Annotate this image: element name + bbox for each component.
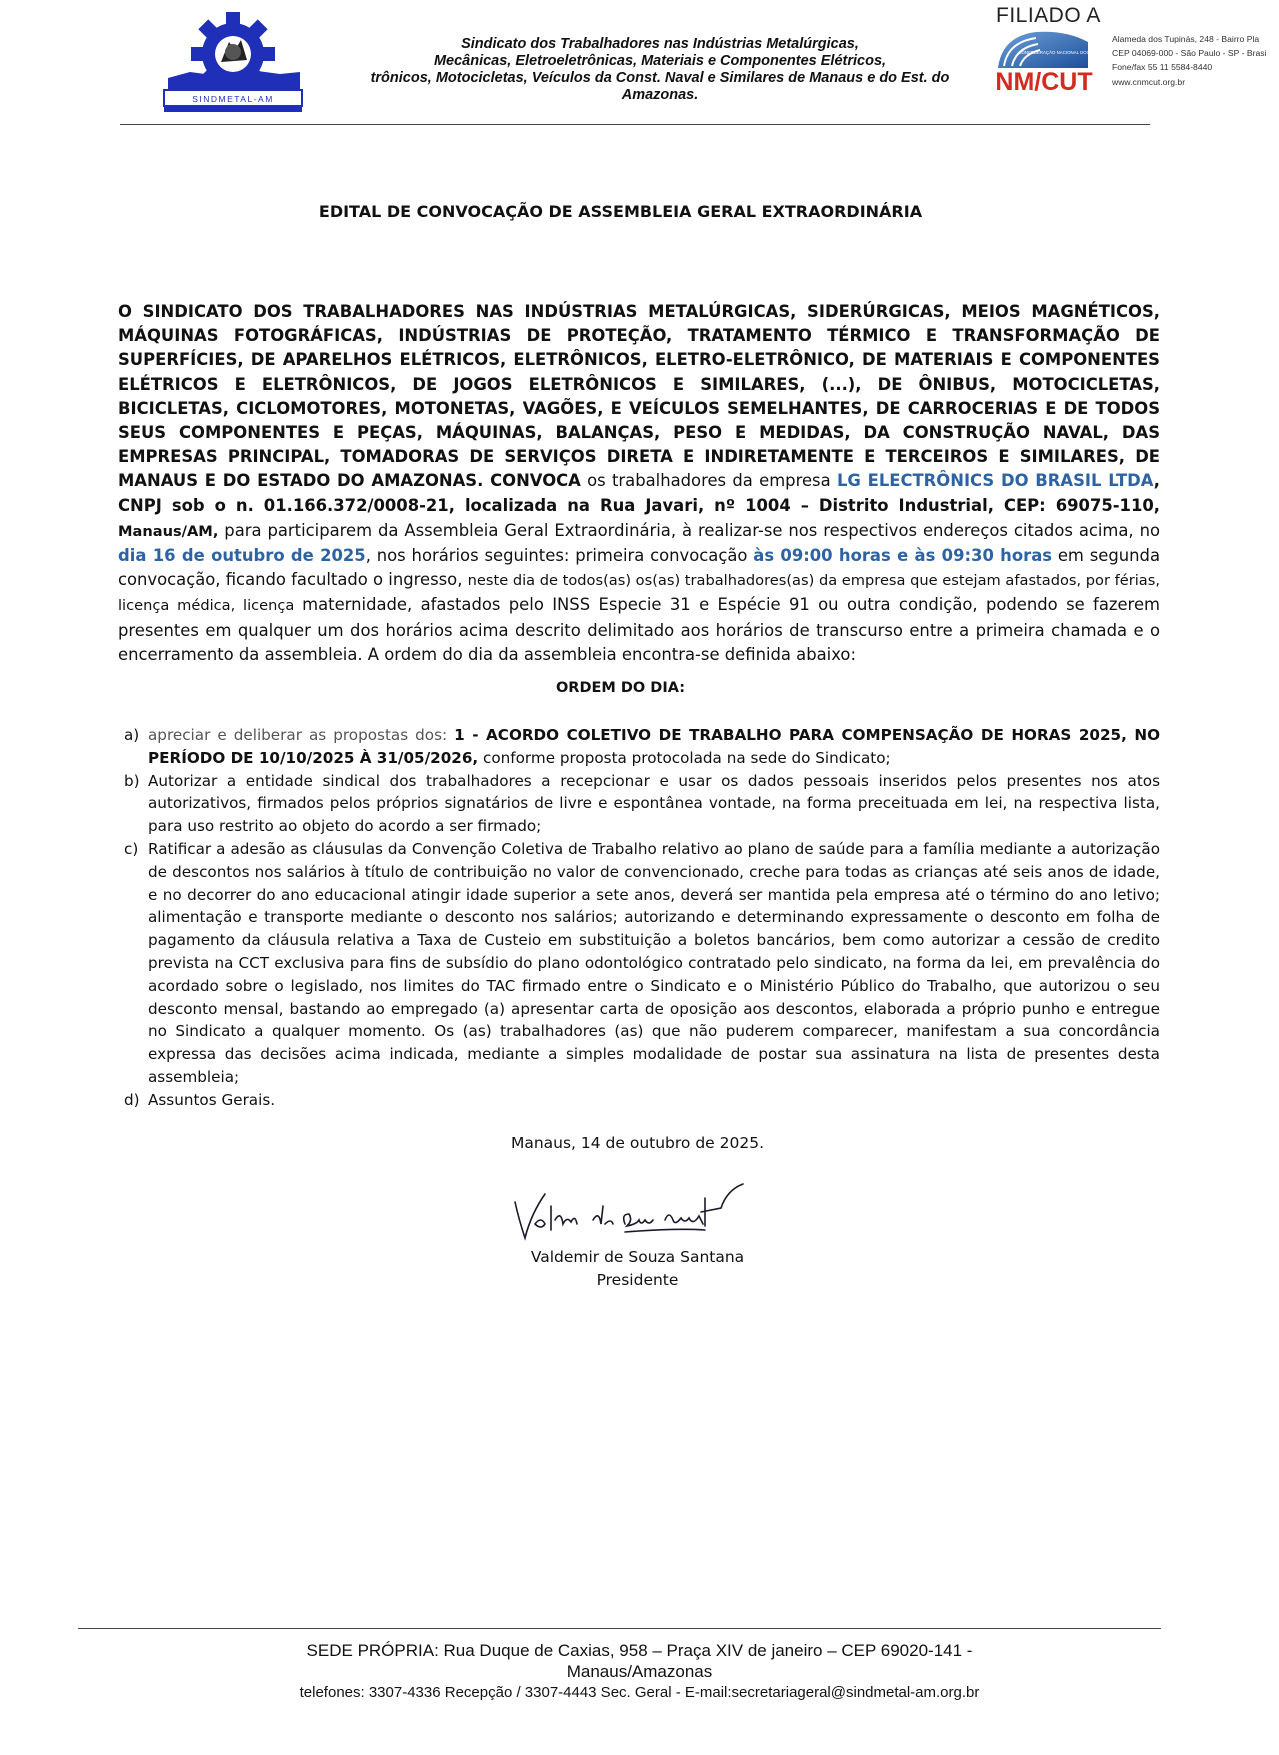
footer-city: Manaus/Amazonas (566, 1662, 713, 1681)
convoca-text: os trabalhadores da empresa (580, 471, 837, 491)
signer-role: Presidente (596, 1271, 679, 1289)
agenda-marker: b) (124, 771, 140, 790)
cut-logo-text: NM/CUT (995, 68, 1093, 96)
cnm-cut-logo (995, 28, 1126, 96)
agenda-item-text: Ratificar a adesão as cláusulas da Convenção Coletiva de Trabalho relativo ao plano de saúde para a família mediante a autorização de descontos nos salários à título de contribuição no valor de convencionado, creche para todas as crianças até seis anos de idade, e no decorrer do ano educacional atingir idade superior a sete anos, deverá ser mantida pela empresa até o término do ano letivo; alimentação e transporte mediante o desconto nos salários; autorizando e determinando expressamente o desconto em folha de pagamento da cláusula relativa a Taxa de Custeio em substituição a boletos bancários, bem como autorizar a cessão de credito prevista na CCT exclusiva para fins de subsídio do plano odontológico contratado pelo sindicato, na forma da lei, em prevalência do acordado sobre o legislado, nos limites do TAC firmado entre o Sindicato e o Ministério Público do Trabalho, que autorizou o seu desconto mensal, bastando ao empregado (a) apresentar carta de oposição aos descontos, elaborada a próprio punho e entregue no Sindicato a qualquer momento. Os (as) trabalhadores (as) que não puderem comparecer, manifestam a sua concordância expressa das decisões acima indicada, mediante a simples modalidade de postar sua assinatura na lista de presentes desta assembleia; (148, 839, 1160, 1086)
cnm-cut-address (1112, 32, 1266, 89)
agenda-item-text: Autorizar a entidade sindical dos trabalhadores a recepcionar e usar os dados pessoais inseridos pelos presentes nos atos autorizativos, firmados pelos próprios signatários de livre e espontânea vontade, na forma preceituada em lei, na respectiva lista, para uso restrito ao objeto do acordo a ser firmado; (148, 771, 1160, 836)
second-call-text: em segunda convocação, ficando facultado o ingresso, (118, 546, 1160, 590)
cut-address-line: Fone/fax 55 11 5584-8440 (1112, 62, 1213, 73)
assembly-text: para participarem da Assembleia Geral Extraordinária, à realizar-se nos respectivos endereços citados acima, no (218, 520, 1160, 540)
cut-address-line: Alameda dos Tupinás, 248 - Bairro Pla (1112, 34, 1260, 44)
logo-text: SINDMETAL-AM (192, 94, 274, 104)
union-name-line: Amazonas. (621, 87, 699, 103)
affiliation-label: FILIADO A (996, 4, 1101, 27)
footer-address: SEDE PRÓPRIA: Rua Duque de Caxias, 958 – Praça XIV de janeiro – CEP 69020-141 - (306, 1641, 973, 1660)
agenda-list (118, 724, 1160, 1112)
union-intro: O SINDICATO DOS TRABALHADORES NAS INDÚSTRIAS METALÚRGICAS, SIDERÚRGICAS, MEIOS MAGNÉTICOS, MÁQUINAS FOTOGRÁFICAS, INDÚSTRIAS DE PROTEÇÃO, TRATAMENTO TÉRMICO E TRANSFORMAÇÃO DE SUPERFÍCIES, DE APARELHOS ELÉTRICOS, ELETRÔNICOS, ELETRO-ELETRÔNICO, DE MATERIAIS E COMPONENTES ELÉTRICOS E ELETRÔNICOS, DE JOGOS ELETRÔNICOS E SIMILARES, (...), DE ÔNIBUS, MOTOCICLETAS, BICICLETAS, CICLOMOTORES, MOTONETAS, VAGÕES, E VEÍCULOS SEMELHANTES, DE CARROCERIAS E DE TODOS SEUS COMPONENTES E PEÇAS, MÁQUINAS, BALANÇAS, PESO E MEDIDAS, DA CONSTRUÇÃO NAVAL, DAS EMPRESAS PRINCIPAL, TOMADORAS DE SERVIÇOS DIRETA E INDIRETAMENTE E TERCEIROS E SIMILARES, DE MANAUS E DO ESTADO DO AMAZONAS. CONVOCA (118, 302, 1160, 491)
company-details: , CNPJ sob o n. 01.166.372/0008-21, localizada na Rua Javari, nº 1004 – Distrito Industrial, CEP: 69075-110, (118, 471, 1160, 515)
convocation-paragraph (118, 300, 1160, 667)
union-name-header (360, 36, 960, 104)
company-name: LG ELECTRÔNICS DO BRASIL LTDA (836, 471, 1154, 491)
agenda-item (118, 770, 1160, 838)
footer-divider (78, 1628, 1161, 1629)
union-name-line: Sindicato dos Trabalhadores nas Indústrias Metalúrgicas, (461, 36, 859, 52)
agenda-item-bold: 1 - ACORDO COLETIVO DE TRABALHO PARA COMPENSAÇÃO DE HORAS 2025, NO PERÍODO DE 10/10/2025 À 31/05/2026, (148, 726, 1160, 767)
small-text: neste dia de todos(as) os(as) trabalhadores(as) da empresa que estejam afastados, por férias, licença médica, licença (118, 572, 1160, 615)
agenda-marker: c) (124, 839, 139, 858)
assembly-date: dia 16 de outubro de 2025 (118, 546, 366, 566)
agenda-marker: a) (124, 726, 140, 744)
signer-name: Valdemir de Souza Santana (530, 1248, 745, 1266)
document-title: EDITAL DE CONVOCAÇÃO DE ASSEMBLEIA GERAL EXTRAORDINÁRIA (318, 202, 923, 221)
call-times: às 09:00 horas e às 09:30 horas (753, 546, 1053, 566)
agenda-item (118, 1089, 1160, 1112)
agenda-marker: d) (124, 1090, 140, 1109)
header-divider (120, 124, 1150, 125)
agenda-item (118, 838, 1160, 1089)
footer (0, 1640, 1279, 1704)
agenda-item-text: Assuntos Gerais. (148, 1090, 276, 1109)
agenda-item (118, 724, 1160, 770)
date-line: Manaus, 14 de outubro de 2025. (510, 1134, 765, 1152)
cut-address-line: www.cnmcut.org.br (1112, 76, 1186, 87)
union-name-line: Mecânicas, Eletroeletrônicas, Materiais e Componentes Elétricos, (433, 53, 887, 69)
schedule-text: , nos horários seguintes: primeira convocação (365, 546, 754, 566)
agenda-item-rest: conforme proposta protocolada na sede do Sindicato; (478, 748, 891, 767)
footer-contacts: telefones: 3307-4336 Recepção / 3307-4443 Sec. Geral - E-mail:secretariageral@sindmetal-am.org.br (299, 1684, 980, 1701)
signature-text: Valdemir de Souza Santana (505, 1180, 518, 1181)
agenda-title: ORDEM DO DIA: (555, 680, 686, 696)
city-short: Manaus/AM, (118, 522, 219, 540)
agenda-item-lead: apreciar e deliberar as propostas dos: (148, 726, 455, 744)
union-logo (160, 12, 306, 116)
cut-logo-caption: CONFEDERAÇÃO NACIONAL DOS METALÚRGICOS (1018, 50, 1126, 55)
union-name-line: trônicos, Motocicletas, Veículos da Const. Naval e Similares de Manaus e do Est. do (370, 70, 950, 86)
cut-address-line: CEP 04069-000 - São Paulo - SP - Brasi (1112, 48, 1267, 59)
closing-text: maternidade, afastados pelo INSS Especie 31 e Espécie 91 ou outra condição, podendo se fazerem presentes em qualquer um dos horários acima descrito delimitado aos horários de transcurso entre a primeira chamada e o encerramento da assembleia. A ordem do dia da assembleia encontra-se definida abaixo: (118, 595, 1160, 664)
